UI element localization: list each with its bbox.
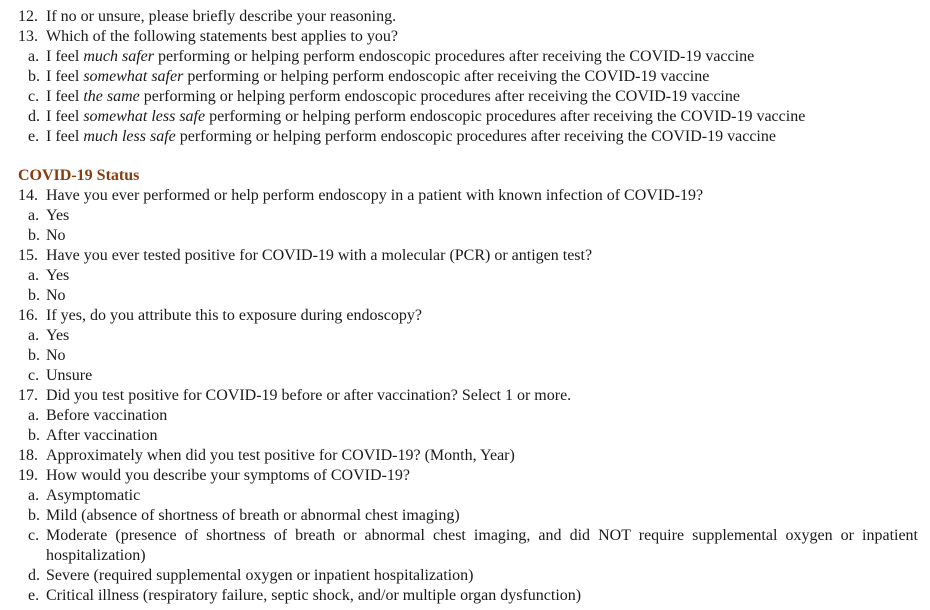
question-14 <box>0 186 930 206</box>
option-text-continued: hospitalization) <box>46 547 146 564</box>
option-text: Yes <box>46 327 70 344</box>
question-13 <box>0 27 930 47</box>
option-19e <box>0 586 930 606</box>
option-letter: c. <box>28 88 40 105</box>
question-number: 19. <box>18 467 38 484</box>
option-letter: b. <box>28 507 40 524</box>
option-text: Yes <box>46 267 70 284</box>
option-letter: d. <box>28 108 40 125</box>
question-text: Have you ever performed or help perform endoscopy in a patient with known infection of COVID-19? <box>46 187 704 204</box>
option-text: I feel somewhat safer performing or helping perform endoscopic after receiving the COVID-19 vaccine <box>46 68 710 85</box>
question-17 <box>0 386 930 406</box>
question-number: 16. <box>18 307 38 324</box>
option-19d <box>0 566 930 586</box>
option-letter: b. <box>28 227 40 244</box>
option-letter: b. <box>28 427 40 444</box>
option-text: I feel the same performing or helping perform endoscopic procedures after receiving the COVID-19 vaccine <box>46 88 740 105</box>
option-text: No <box>46 287 66 304</box>
question-text: Approximately when did you test positive for COVID-19? (Month, Year) <box>46 447 515 464</box>
option-letter: a. <box>28 267 40 284</box>
option-text: Asymptomatic <box>46 487 141 504</box>
option-19a <box>0 486 930 506</box>
option-text: Moderate (presence of shortness of breath or abnormal chest imaging, and did NOT require supplemental oxygen or inpatient <box>46 527 918 544</box>
section-title: COVID-19 Status <box>18 167 140 184</box>
question-number: 13. <box>18 28 38 45</box>
option-16c <box>0 366 930 386</box>
option-17a <box>0 406 930 426</box>
option-letter: d. <box>28 567 40 584</box>
option-letter: e. <box>28 128 40 145</box>
question-text: How would you describe your symptoms of COVID-19? <box>46 467 410 484</box>
question-16 <box>0 306 930 326</box>
question-19 <box>0 466 930 486</box>
option-text: Yes <box>46 207 70 224</box>
question-text: Which of the following statements best applies to you? <box>46 28 398 45</box>
emphasis: much safer <box>83 48 154 65</box>
question-number: 18. <box>18 447 38 464</box>
emphasis: much less safe <box>83 128 176 145</box>
question-number: 14. <box>18 187 38 204</box>
option-19c <box>0 526 930 546</box>
option-16b <box>0 346 930 366</box>
option-text: After vaccination <box>46 427 158 444</box>
option-letter: a. <box>28 487 40 504</box>
question-text: If no or unsure, please briefly describe your reasoning. <box>46 8 397 25</box>
option-letter: b. <box>28 287 40 304</box>
option-text: Before vaccination <box>46 407 168 424</box>
option-14a <box>0 206 930 226</box>
option-17b <box>0 426 930 446</box>
question-number: 15. <box>18 247 38 264</box>
emphasis: the same <box>83 88 140 105</box>
option-13a <box>0 47 930 67</box>
option-letter: c. <box>28 367 40 384</box>
option-text: Mild (absence of shortness of breath or abnormal chest imaging) <box>46 507 460 524</box>
option-text: I feel much safer performing or helping perform endoscopic procedures after receiving the COVID-19 vaccine <box>46 48 755 65</box>
option-letter: a. <box>28 48 40 65</box>
option-15a <box>0 266 930 286</box>
question-number: 17. <box>18 387 38 404</box>
option-13b <box>0 67 930 87</box>
question-number: 12. <box>18 8 38 25</box>
option-letter: a. <box>28 407 40 424</box>
option-15b <box>0 286 930 306</box>
option-text: Unsure <box>46 367 93 384</box>
question-15 <box>0 246 930 266</box>
option-letter: b. <box>28 68 40 85</box>
option-text: No <box>46 227 66 244</box>
option-text: Critical illness (respiratory failure, septic shock, and/or multiple organ dysfunction) <box>46 587 582 604</box>
option-13c <box>0 87 930 107</box>
question-18 <box>0 446 930 466</box>
option-13d <box>0 107 930 127</box>
option-14b <box>0 226 930 246</box>
option-16a <box>0 326 930 346</box>
option-19b <box>0 506 930 526</box>
option-letter: c. <box>28 527 40 544</box>
section-header <box>0 166 930 186</box>
option-text: Severe (required supplemental oxygen or inpatient hospitalization) <box>46 567 474 584</box>
emphasis: somewhat less safe <box>83 108 206 125</box>
question-text: Have you ever tested positive for COVID-19 with a molecular (PCR) or antigen test? <box>46 247 593 264</box>
question-text: Did you test positive for COVID-19 before or after vaccination? Select 1 or more. <box>46 387 572 404</box>
option-letter: b. <box>28 347 40 364</box>
option-13e <box>0 127 930 147</box>
emphasis: somewhat safer <box>83 68 184 85</box>
question-text: If yes, do you attribute this to exposure during endoscopy? <box>46 307 422 324</box>
option-letter: a. <box>28 207 40 224</box>
option-text: I feel much less safe performing or helping perform endoscopic procedures after receiving the COVID-19 vaccine <box>46 128 776 145</box>
question-12 <box>0 7 930 27</box>
option-letter: e. <box>28 587 40 604</box>
option-text: I feel somewhat less safe performing or helping perform endoscopic procedures after receiving the COVID-19 vaccine <box>46 108 806 125</box>
option-letter: a. <box>28 327 40 344</box>
option-19c-continued <box>0 546 930 566</box>
option-text: No <box>46 347 66 364</box>
